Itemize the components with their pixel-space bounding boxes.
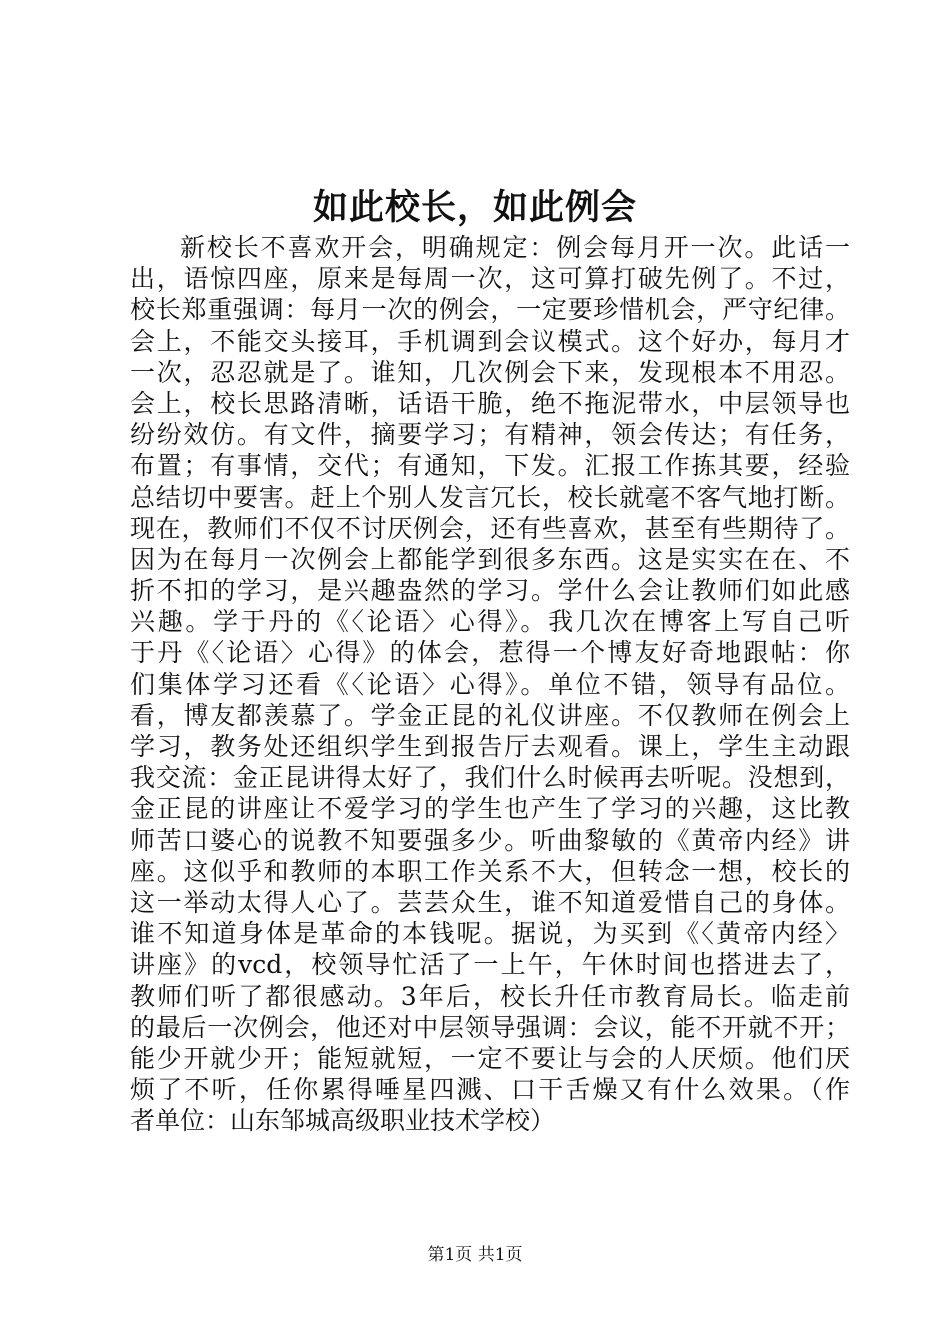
body-line: 看，博友都羡慕了。学金正昆的礼仪讲座。不仅教师在例会上: [130, 700, 850, 730]
body-line: 总结切中要害。赶上个别人发言冗长，校长就毫不客气地打断。: [130, 482, 850, 512]
body-line: 讲座》的vcd，校领导忙活了一上午，午休时间也搭进去了，: [130, 950, 850, 980]
body-line: 布置；有事情，交代；有通知，下发。汇报工作拣其要，经验: [130, 451, 850, 481]
body-line: 烦了不听，任你累得唾星四溅、口干舌燥又有什么效果。（作: [130, 1075, 850, 1105]
article-body: [130, 232, 850, 1136]
body-line: 现在，教师们不仅不讨厌例会，还有些喜欢，甚至有些期待了。: [130, 513, 850, 543]
body-line: 金正昆的讲座让不爱学习的学生也产生了学习的兴趣，这比教: [130, 794, 850, 824]
body-line: 纷纷效仿。有文件，摘要学习；有精神，领会传达；有任务，: [130, 420, 850, 450]
page-footer: 第1页 共1页: [427, 1245, 523, 1265]
body-line: 学习，教务处还组织学生到报告厅去观看。课上，学生主动跟: [130, 732, 850, 761]
body-line: 谁不知道身体是革命的本钱呢。据说，为买到《〈黄帝内经〉: [130, 919, 850, 949]
body-line: 兴趣。学于丹的《〈论语〉心得》。我几次在博客上写自己听: [130, 607, 850, 637]
body-line: 一次，忍忍就是了。谁知，几次例会下来，发现根本不用忍。: [130, 357, 850, 387]
body-line: 这一举动太得人心了。芸芸众生，谁不知道爱惜自己的身体。: [130, 887, 850, 917]
body-line: 我交流：金正昆讲得太好了，我们什么时候再去听呢。没想到，: [130, 763, 850, 793]
body-line: 们集体学习还看《〈论语〉心得》。单位不错，领导有品位。: [130, 669, 850, 699]
body-line: 能少开就少开；能短就短，一定不要让与会的人厌烦。他们厌: [130, 1043, 850, 1073]
body-line: 因为在每月一次例会上都能学到很多东西。这是实实在在、不: [130, 544, 850, 574]
body-line: 教师们听了都很感动。3年后，校长升任市教育局长。临走前: [130, 981, 850, 1011]
body-line: 出，语惊四座，原来是每周一次，这可算打破先例了。不过，: [130, 264, 850, 294]
body-line: 校长郑重强调：每月一次的例会，一定要珍惜机会，严守纪律。: [130, 295, 850, 325]
body-line: 者单位：山东邹城高级职业技术学校）: [130, 1106, 556, 1136]
body-line: 的最后一次例会，他还对中层领导强调：会议，能不开就不开；: [130, 1012, 850, 1042]
body-line: 座。这似乎和教师的本职工作关系不大，但转念一想，校长的: [130, 856, 850, 886]
body-line: 会上，校长思路清晰，话语干脆，绝不拖泥带水，中层领导也: [130, 388, 850, 418]
page-title: 如此校长，如此例会: [312, 187, 637, 228]
body-line: 师苦口婆心的说教不知要强多少。听曲黎敏的《黄帝内经》讲: [130, 825, 850, 855]
body-line: 折不扣的学习，是兴趣盎然的学习。学什么会让教师们如此感: [130, 576, 850, 606]
body-line: 新校长不喜欢开会，明确规定：例会每月开一次。此话一: [180, 233, 850, 262]
body-line: 会上，不能交头接耳，手机调到会议模式。这个好办，每月才: [130, 326, 850, 356]
body-line: 于丹《〈论语〉心得》的体会，惹得一个博友好奇地跟帖：你: [130, 638, 850, 668]
